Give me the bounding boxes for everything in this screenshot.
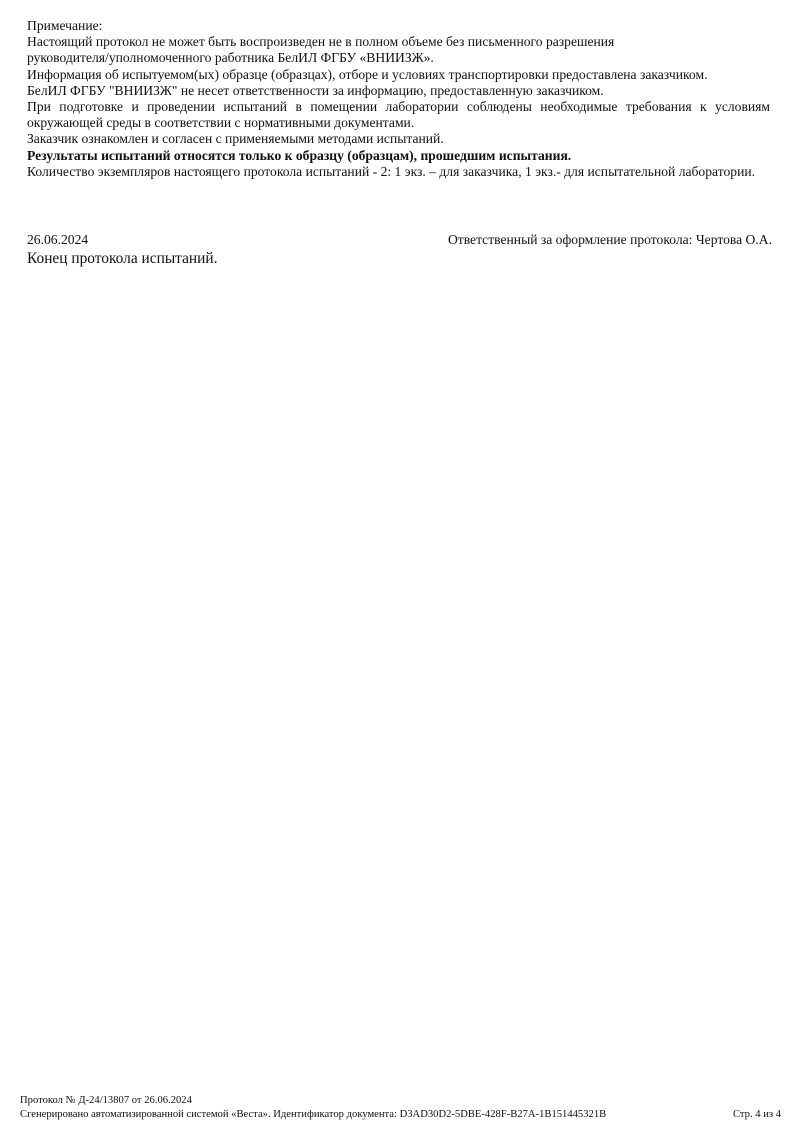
notes-heading: Примечание: [27,18,103,33]
footer-generated-id: Сгенерировано автоматизированной системой «Веста». Идентификатор документа: D3AD30D2-5DBE-428F-B27A-1B151445321B [20,1109,607,1120]
footer-page-number: Стр. 4 из 4 [732,1109,781,1120]
note-conditions: При подготовке и проведении испытаний в помещении лаборатории соблюдены необходимые требования к условиям окружающей среды в соответствии с нормативными документами. [27,99,770,131]
note-copies: Количество экземпляров настоящего протокола испытаний - 2: 1 экз. – для заказчика, 1 экз.- для испытательной лаборатории. [27,163,756,179]
notes-block [27,18,770,180]
note-sample-info: Информация об испытуемом(ых) образце (образцах), отборе и условиях транспортировки предоставлена заказчиком. [27,66,708,82]
protocol-date: 26.06.2024 [27,232,89,247]
responsible-person: Ответственный за оформление протокола: Чертова О.А. [447,232,772,247]
footer-protocol-number: Протокол № Д-24/13807 от 26.06.2024 [20,1095,192,1106]
note-results-scope: Результаты испытаний относятся только к образцу (образцам), прошедшим испытания. [27,147,572,163]
note-responsibility: БелИЛ ФГБУ "ВНИИЗЖ" не несет ответственности за информацию, предоставленную заказчиком. [27,82,604,98]
note-methods: Заказчик ознакомлен и согласен с применяемыми методами испытаний. [27,131,444,147]
end-of-protocol: Конец протокола испытаний. [27,250,218,267]
note-reproduction-line1: Настоящий протокол не может быть воспроизведен не в полном объеме без письменного разрешения [27,34,615,50]
note-reproduction-line2: руководителя/уполномоченного работника БелИЛ ФГБУ «ВНИИЗЖ». [27,50,434,66]
